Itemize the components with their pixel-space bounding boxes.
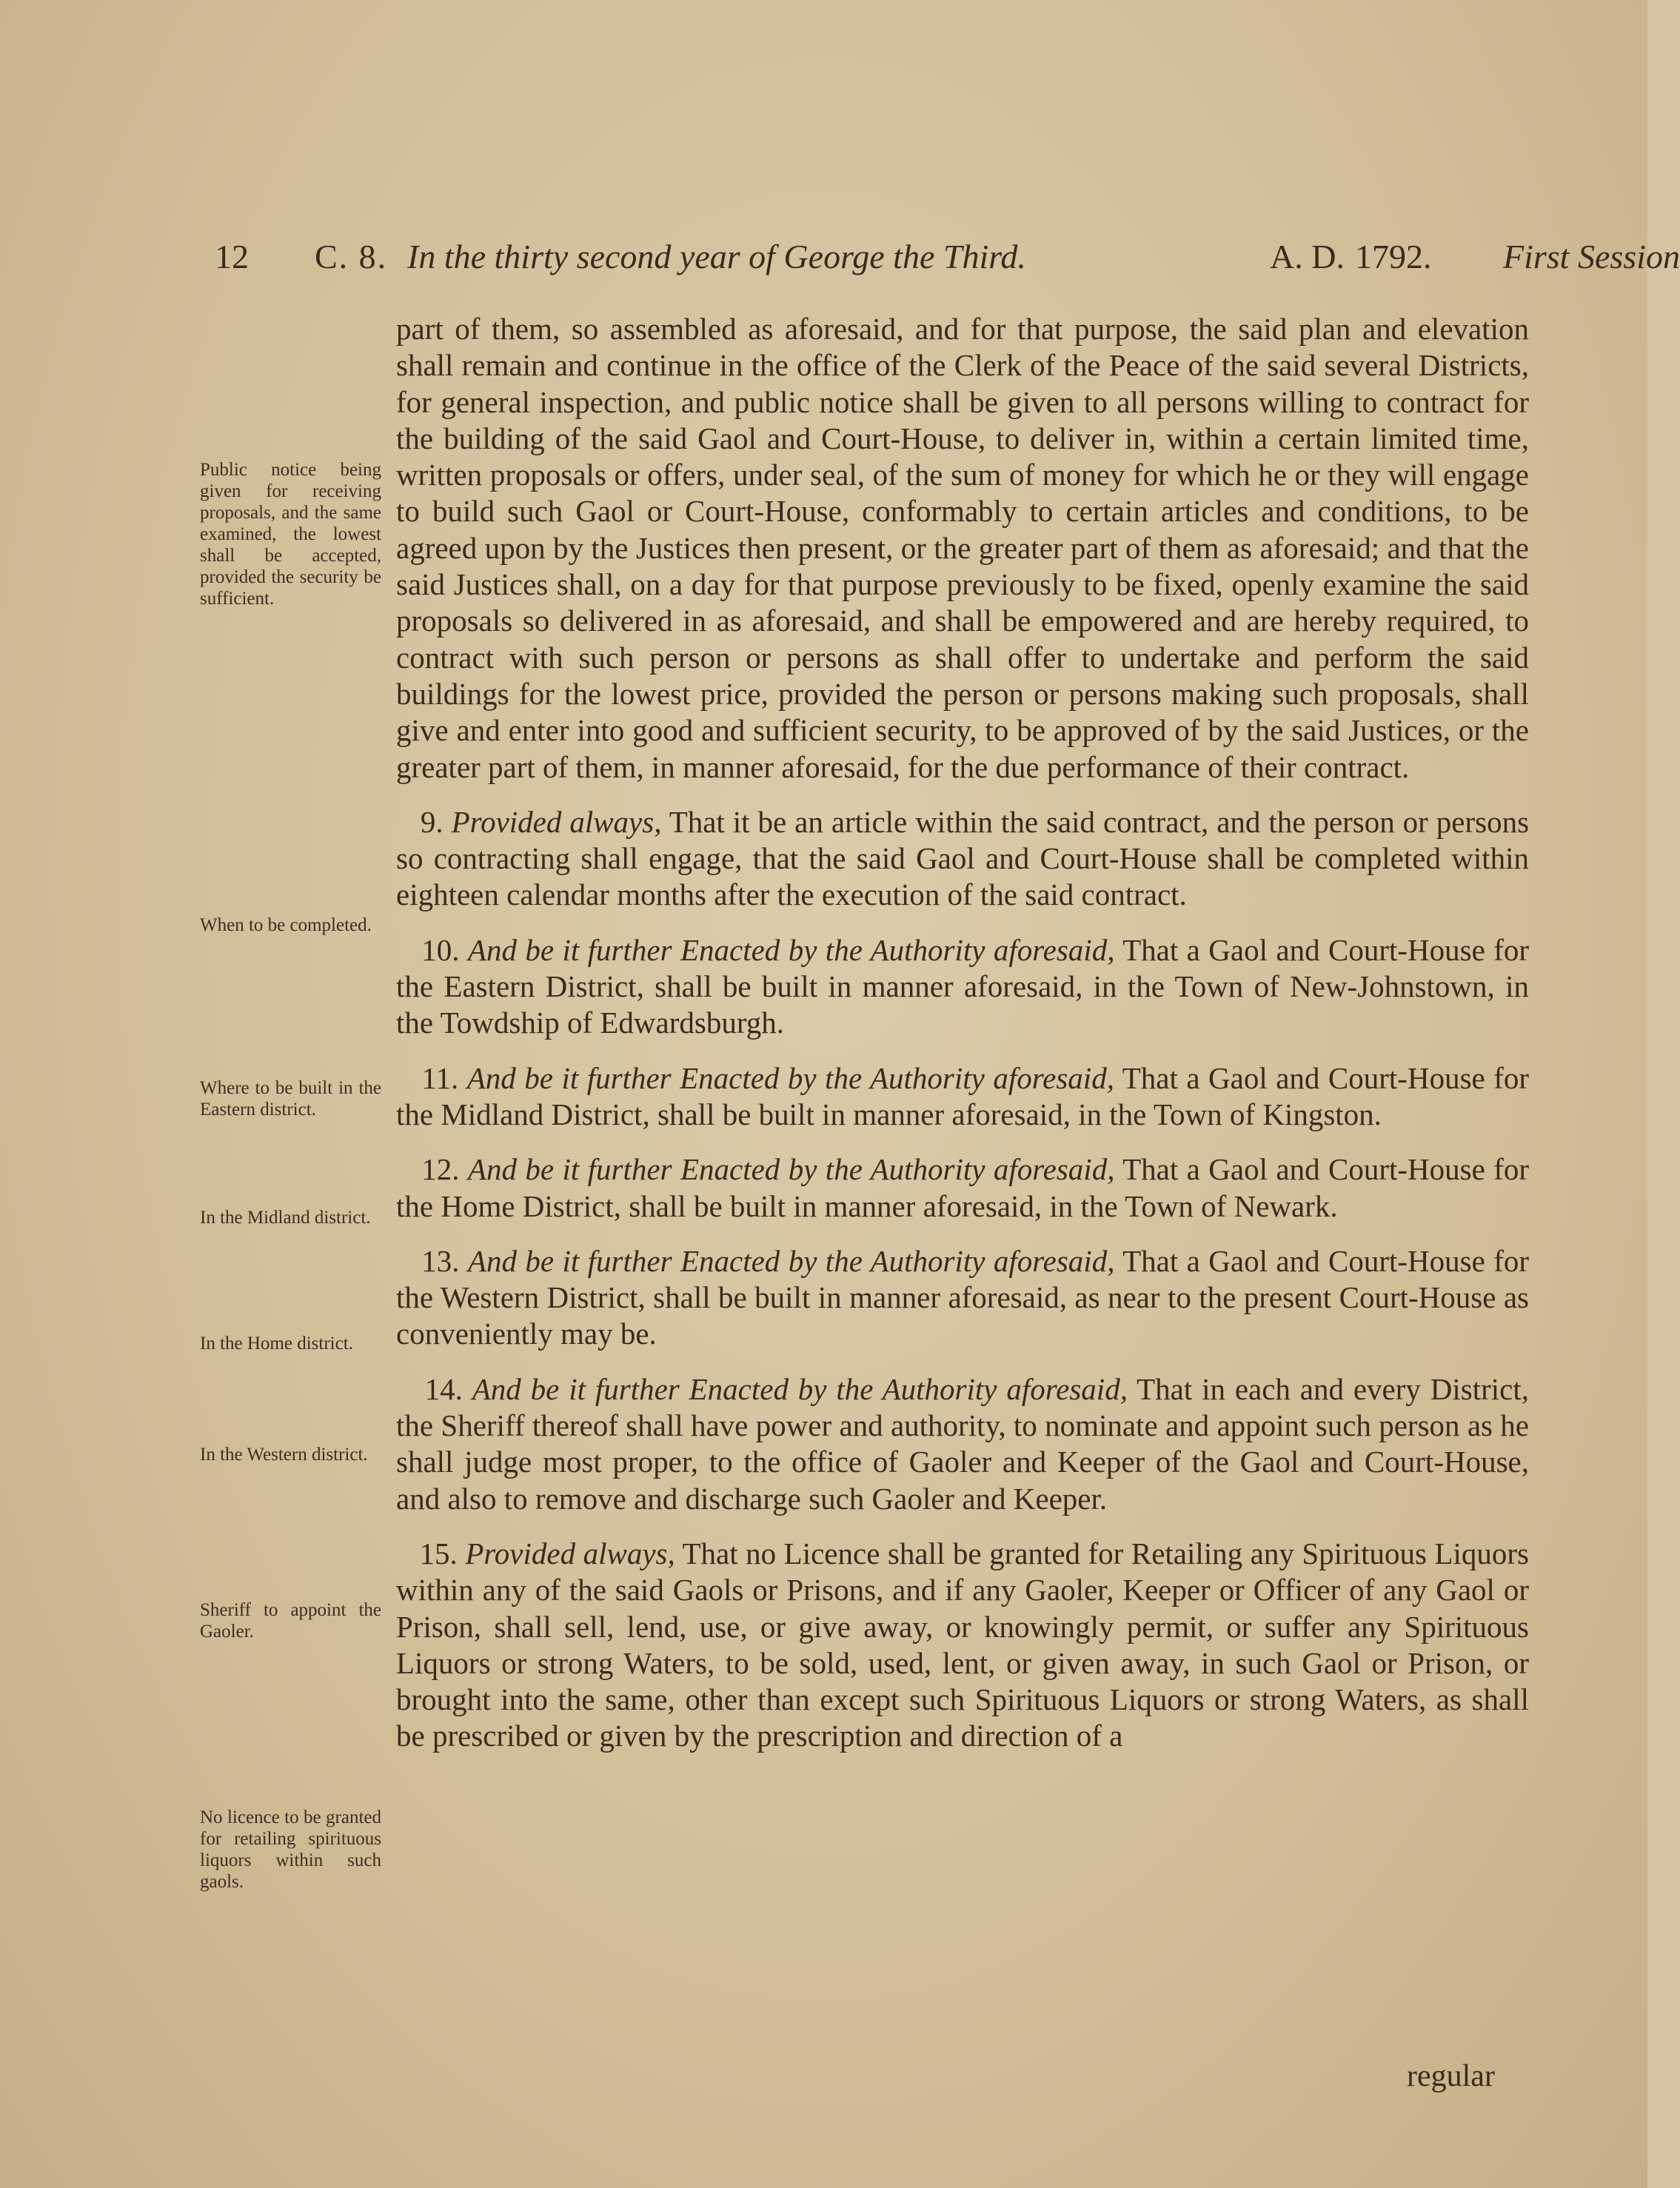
section-12 <box>396 1151 1529 1225</box>
section-number: 11. <box>421 1060 459 1095</box>
section-number: 13. <box>421 1243 460 1278</box>
section-text: That in each and every District, the Sheriff thereof shall have power and authority, to nominate and appoint such person as he shall judge most proper, to the office of Gaoler and Keeper of the Gaol and Court-House, and also to remove and discharge such Gaoler and Keeper. <box>396 1371 1529 1516</box>
paragraph-text: part of them, so assembled as aforesaid, and for that purpose, the said plan and elevation shall remain and continue in the office of the Clerk of the Peace of the said several Districts, for general inspection, and public notice shall be given to all persons willing to contract for the building of the said Gaol and Court-House, to deliver in, within a certain limited time, written proposals or offers, under seal, of the sum of money for which he or they will engage to build such Gaol or Court-House, conformably to certain articles and conditions, to be agreed upon by the Justices then present, or the greater part of them as aforesaid; and that the said Justices shall, on a day for that purpose previously to be fixed, openly examine the said proposals so delivered in as aforesaid, and shall be empowered and are hereby required, to contract with such person or persons as shall offer to undertake and perform the said buildings for the lowest price, provided the person or persons making such proposals, shall give and enter into good and sufficient security, to be approved of by the said Justices, or the greater part of them, in manner aforesaid, for the due performance of their contract. <box>396 312 1529 784</box>
chapter-number: C. 8. <box>315 238 388 275</box>
ad-label: A. D. <box>1270 238 1345 275</box>
marginal-note: Public notice being given for receiving proposals, and the same examined, the lowest shall be accepted, provided the security be sufficient. <box>200 460 381 609</box>
marginal-note: Where to be built in the Eastern district. <box>200 1078 381 1120</box>
section-number: 9. <box>420 804 444 839</box>
section-text: That a Gaol and Court-House for the Home District, shall be built in manner aforesaid, in the Town of Newark. <box>396 1152 1530 1223</box>
paragraph <box>396 311 1529 786</box>
session-label: First Session <box>1503 238 1680 275</box>
marginal-note: In the Western district. <box>200 1445 368 1465</box>
section-text: That no Licence shall be granted for Retailing any Spirituous Liquors within any of the said Gaols or Prisons, and if any Gaoler, Keeper or Officer of any Gaol or Prison, shall sell, lend, use, or give away, or knowingly permit, or suffer any Spirituous Liquors or strong Waters, to be sold, used, lent, or given away, in such Gaol or Prison, or brought into the same, other than except such Spirituous Liquors or strong Waters, as shall be prescribed or given by the prescription and direction of a <box>396 1536 1530 1753</box>
marginal-note: In the Home district. <box>200 1334 353 1354</box>
year: 1792. <box>1355 238 1432 275</box>
section-number: 10. <box>421 932 460 967</box>
section-heading: And be it further Enacted by the Authority aforesaid, <box>467 932 1115 967</box>
section-heading: And be it further Enacted by the Authority aforesaid, <box>472 1371 1128 1406</box>
section-heading: And be it further Enacted by the Authority aforesaid, <box>466 1060 1114 1095</box>
marginal-note: When to be completed. <box>200 915 372 935</box>
section-number: 15. <box>419 1536 458 1570</box>
section-text: That it be an article within the said contract, and the person or persons so contracting shall engage, that the said Gaol and Court-House shall be completed within eighteen calendar months after the execution of the said contract. <box>396 804 1530 912</box>
section-number: 14. <box>424 1371 463 1406</box>
catchword: regular <box>1407 2059 1495 2093</box>
section-number: 12. <box>421 1152 460 1187</box>
section-heading: And be it further Enacted by the Authority aforesaid, <box>467 1152 1115 1187</box>
section-11 <box>396 1060 1529 1134</box>
section-15 <box>396 1536 1529 1755</box>
section-heading: Provided always, <box>451 804 662 839</box>
section-14 <box>396 1371 1529 1517</box>
section-text: That a Gaol and Court-House for the Eastern District, shall be built in manner aforesaid, in the Town of New-Johnstown, in the Towdship of Edwardsburgh. <box>396 932 1530 1040</box>
running-header <box>215 237 1680 281</box>
marginal-note: No licence to be granted for retailing spirituous liquors within such gaols. <box>200 1807 381 1892</box>
statute-text <box>396 311 1529 1755</box>
section-text: That a Gaol and Court-House for the Midland District, shall be built in manner aforesaid, in the Town of Kingston. <box>396 1060 1530 1131</box>
marginal-note: In the Midland district. <box>200 1208 371 1228</box>
section-heading: And be it further Enacted by the Authority aforesaid, <box>467 1243 1115 1278</box>
section-heading: Provided always, <box>465 1536 675 1570</box>
page-number: 12 <box>215 238 249 275</box>
regnal-year: In the thirty second year of George the Third. <box>407 238 1026 275</box>
section-text: That a Gaol and Court-House for the Western District, shall be built in manner aforesaid, as near to the present Court-House as conveniently may be. <box>396 1243 1530 1351</box>
section-10 <box>396 932 1529 1042</box>
marginal-note: Sheriff to appoint the Gaoler. <box>200 1600 381 1642</box>
section-13 <box>396 1243 1529 1353</box>
section-9 <box>396 804 1529 914</box>
